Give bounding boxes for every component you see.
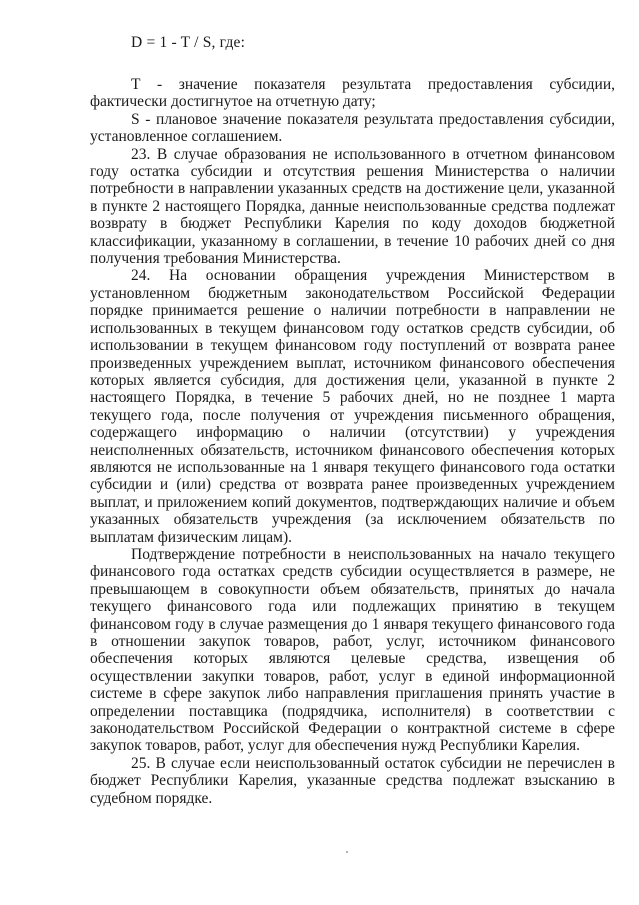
- clause-25: 25. В случае если неиспользованный остаток субсидии не перечислен в бюджет Республики Карелия, указанные средства подлежат взысканию в судебном порядке.: [90, 754, 615, 807]
- scan-speck: [346, 851, 348, 853]
- definition-t: Т - значение показателя результата предоставления субсидии, фактически достигнутое на отчетную дату;: [90, 76, 615, 111]
- definition-s: S - плановое значение показателя результата предоставления субсидии, установленное соглашением.: [90, 110, 615, 146]
- confirmation-paragraph: Подтверждение потребности в неиспользованных на начало текущего финансового года остатках средств субсидии осуществляется в размере, не превышающем в совокупности объем обязательств, принятых до начала текущего финансового года или подлежащих принятию в текущем финансовом году в случае размещения до 1 января текущего финансового года в отношении закупок товаров, работ, услуг, источником финансового обеспечения которых являются целевые средства, извещения об осуществлении закупки товаров, работ, услуг в единой информационной системе в сфере закупок либо направления приглашения принять участие в определении поставщика (подрядчика, исполнителя) в соответствии с законодательством Российской Федерации о контрактной системе в сфере закупок товаров, работ, услуг для обеспечения нужд Республики Карелия.: [90, 545, 615, 755]
- clause-24: 24. На основании обращения учреждения Министерством в установленном бюджетным законодательством Российской Федерации порядке принимается решение о наличии потребности в направлении не использованных в текущем финансовом году остатков средств субсидии, об использовании в текущем финансовом году поступлений от возврата ранее произведенных учреждением выплат, источником финансового обеспечения которых является субсидия, для достижения цели, указанной в пункте 2 настоящего Порядка, в течение 5 рабочих дней, но не позднее 1 марта текущего года, после получения от учреждения письменного обращения, содержащего информацию о наличии (отсутствии) у учреждения неисполненных обязательств, источником финансового обеспечения которых являются не использованные на 1 января текущего финансового года остатки субсидии и (или) средства от возврата ранее произведенных учреждением выплат, и приложением копий документов, подтверждающих наличие и объем указанных обязательств учреждения (за исключением обязательств по выплатам физическим лицам).: [90, 267, 615, 546]
- spacer: [90, 56, 615, 76]
- formula-line: D = 1 - T / S, где:: [131, 34, 246, 51]
- clause-23: 23. В случае образования не использованного в отчетном финансовом году остатка субсидии и отсутствия решения Министерства о наличии потребности в направлении указанных средств на достижение цели, указанной в пункте 2 настоящего Порядка, данные неиспользованные средства подлежат возврату в бюджет Республики Карелия по коду доходов бюджетной классификации, указанному в соглашении, в течение 10 рабочих дней со дня получения требования Министерства.: [90, 145, 615, 268]
